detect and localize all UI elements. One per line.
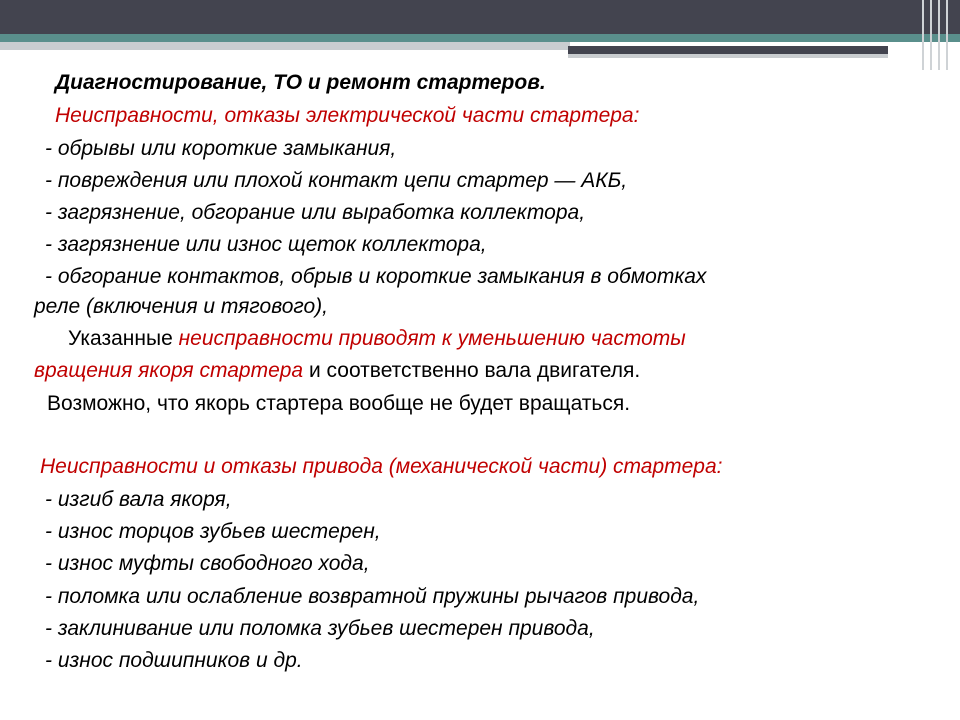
section1-item: - обгорание контактов, обрыв и короткие замыкания в обмотках — [45, 265, 707, 288]
section2-heading: Неисправности и отказы привода (механической части) стартера: — [40, 455, 723, 478]
section1-item: - загрязнение или износ щеток коллектора, — [45, 233, 487, 256]
section2-item: - износ подшипников и др. — [45, 649, 303, 672]
paragraph-line-1 — [68, 326, 686, 352]
section2-item: - поломка или ослабление возвратной пружины рычагов привода, — [45, 585, 700, 608]
paragraph-text: и соответственно вала двигателя. — [303, 359, 641, 382]
section1-item: - загрязнение, обгорание или выработка коллектора, — [45, 201, 586, 224]
slide-title: Диагностирование, ТО и ремонт стартеров. — [55, 71, 546, 94]
section1-item: - обрывы или короткие замыкания, — [45, 137, 397, 160]
section1-item: - повреждения или плохой контакт цепи стартер — АКБ, — [45, 169, 628, 192]
section2-item: - износ торцов зубьев шестерен, — [45, 520, 381, 543]
section2-item: - износ муфты свободного хода, — [45, 552, 370, 575]
paragraph-highlight: вращения якоря стартера — [34, 359, 304, 382]
section1-heading: Неисправности, отказы электрической части стартера: — [55, 104, 640, 127]
paragraph-text: Указанные — [68, 327, 179, 350]
paragraph-line-2 — [34, 358, 640, 384]
section2-item: - заклинивание или поломка зубьев шестерен привода, — [45, 617, 595, 640]
paragraph-line-3: Возможно, что якорь стартера вообще не будет вращаться. — [47, 392, 631, 415]
paragraph-highlight: неисправности приводят к уменьшению частоты — [178, 327, 686, 350]
section2-item: - изгиб вала якоря, — [45, 488, 232, 511]
section1-item-continuation: реле (включения и тягового), — [34, 295, 329, 318]
